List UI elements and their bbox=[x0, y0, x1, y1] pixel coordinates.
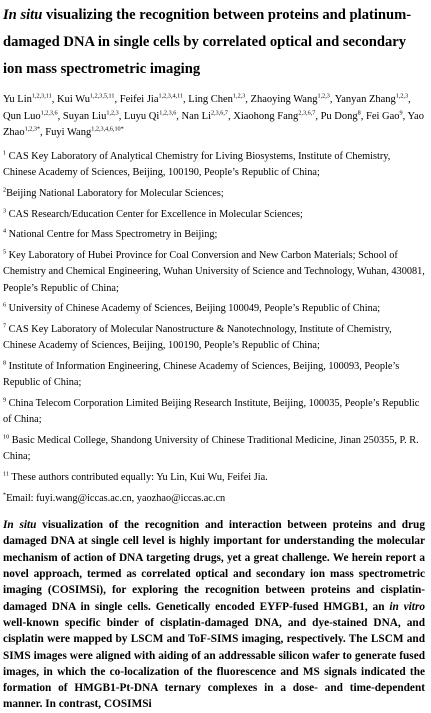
author-superscript: 1,2,3,11 bbox=[31, 92, 52, 100]
author bbox=[182, 111, 228, 122]
affiliation-item bbox=[3, 149, 425, 181]
affiliation-number: 1 bbox=[3, 149, 7, 157]
affiliation-number: * bbox=[3, 491, 7, 499]
author-superscript: 2,3,6,7 bbox=[298, 109, 316, 117]
author-name: Fei Gao bbox=[365, 110, 400, 122]
author-superscript: 1,2,3,4,6,10* bbox=[91, 125, 124, 133]
author-name: Yao Zhao bbox=[3, 110, 424, 139]
abstract-text-2: well-known specific binder of cisplatin-damaged DNA, and dye-stained DNA, and cisplatin were mapped by LSCM and ToF-SIMS imaging, respectively. The LSCM and SIMS images were aligned with aiding of an addressable silicon wafer to generate fused images, in which the co-localization of the fluorescence and MS signals indicated the formation of HMGB1-Pt-DNA ternary complexes in a dose- and time-dependent manner. In contrast, COSIMSi bbox=[3, 616, 425, 711]
author bbox=[321, 111, 361, 122]
author-name: Kui Wu bbox=[57, 94, 90, 105]
author-superscript: 1,2,3 bbox=[317, 92, 330, 100]
author bbox=[120, 94, 183, 105]
author-name: Pu Dong bbox=[320, 110, 358, 122]
affiliation-number: 6 bbox=[3, 301, 7, 309]
author-superscript: 1,2,3,6 bbox=[159, 109, 177, 117]
author-superscript: 1,2,3,6 bbox=[40, 109, 58, 117]
author-name: Xiaohong Fang bbox=[233, 110, 299, 122]
author-superscript: 1,2,3,4,11 bbox=[158, 92, 184, 100]
author-superscript: 2,3,6,7 bbox=[211, 109, 229, 117]
author-name: Yanyan Zhang bbox=[334, 94, 396, 105]
paper-title bbox=[3, 0, 425, 83]
affiliation-item bbox=[3, 359, 425, 391]
affiliation-number: 5 bbox=[3, 248, 7, 256]
affiliation-number: 9 bbox=[3, 396, 7, 404]
author-name: Ling Chen bbox=[188, 94, 233, 105]
affiliation-text: Email: fuyi.wang@iccas.ac.cn, yaozhao@iccas.ac.cn bbox=[6, 492, 226, 504]
author-superscript: 1,2,3 bbox=[106, 109, 119, 117]
affiliation-text: Basic Medical College, Shandong University of Chinese Traditional Medicine, Jinan 250355, P. R. China; bbox=[3, 435, 419, 463]
affiliation-text: These authors contributed equally: Yu Lin, Kui Wu, Feifei Jia. bbox=[8, 472, 268, 484]
affiliation-number: 8 bbox=[3, 359, 7, 367]
affiliation-item bbox=[3, 470, 425, 486]
affiliation-text: University of Chinese Academy of Sciences, Beijing 100049, People’s Republic of China; bbox=[6, 303, 381, 315]
author-name: Feifei Jia bbox=[119, 94, 159, 105]
author-name: Suyan Liu bbox=[62, 110, 107, 122]
affiliation-item bbox=[3, 186, 425, 202]
author bbox=[251, 94, 330, 105]
author bbox=[124, 111, 176, 122]
affiliation-text: CAS Key Laboratory of Analytical Chemistry for Living Biosystems, Institute of Chemistry, Chinese Academy of Sciences, Beijing, 100190, People’s Republic of China; bbox=[3, 150, 391, 178]
author bbox=[188, 94, 245, 105]
affiliation-item bbox=[3, 248, 425, 297]
author bbox=[3, 111, 58, 122]
author bbox=[45, 127, 123, 138]
author-superscript: 1,2,3 bbox=[395, 92, 409, 100]
affiliation-number: 7 bbox=[3, 322, 7, 330]
affiliation-text: Beijing National Laboratory for Molecular Sciences; bbox=[6, 187, 224, 199]
affiliation-item bbox=[3, 396, 425, 428]
affiliation-number: 2 bbox=[3, 186, 7, 194]
affiliation-text: Key Laboratory of Hubei Province for Coal Conversion and New Carbon Materials; School of Chemistry and Chemical Engineering, Wuhan University of Science and Technology, Wuhan, 430081, People’s Republic of China; bbox=[3, 250, 425, 294]
author bbox=[366, 111, 403, 122]
author-superscript: 8 bbox=[357, 109, 361, 117]
affiliation-list bbox=[3, 149, 425, 507]
author-name: Yu Lin bbox=[3, 94, 32, 105]
title-italic-lead: In situ bbox=[3, 7, 43, 23]
author-superscript: 1,2,3,5,11 bbox=[89, 92, 115, 100]
affiliation-text: China Telecom Corporation Limited Beijing Research Institute, Beijing, 100035, People’s Republic of China; bbox=[3, 398, 420, 426]
author-name: Qun Luo bbox=[3, 110, 41, 122]
author-name: Fuyi Wang bbox=[45, 127, 92, 139]
author-superscript: 1,2,3 bbox=[232, 92, 246, 100]
affiliation-item bbox=[3, 301, 425, 317]
author-name: Zhaoying Wang bbox=[250, 94, 318, 105]
affiliation-number: 10 bbox=[3, 433, 10, 441]
author-list: Yu Lin$^{1,2,3,11}$, Kui Wu$^{1,2,3,5,11}$, Feifei Jia$^{1,2,3,4,11}$, Ling Chen$^{1,2,3}$, Zhaoying Wang$^{1,2,3}$, Yanyan Zhang$^{1,2,3}$, Qun Luo$^{1,2,3,6}$, Suyan Liu$^{1,2,3}$, Luyu Qi$^{1,2,3,6}$, Nan Li$^{2,3,6,7}$, Xiaohong Fang$^{2,3,6,7}$, Pu Dong$^8$, Fei Gao$^9$, Yao Zhao$^{1,2,3*}$, Fuyi Wang$^{1,2,3,4,6,10*}$ bbox=[3, 92, 424, 139]
author-name: Nan Li bbox=[181, 110, 211, 122]
affiliation-number: 11 bbox=[3, 470, 9, 478]
author bbox=[233, 111, 315, 122]
affiliation-item bbox=[3, 227, 425, 243]
affiliation-item bbox=[3, 433, 425, 465]
author bbox=[335, 94, 408, 105]
affiliation-text: CAS Research/Education Center for Excellence in Molecular Sciences; bbox=[6, 208, 303, 220]
abstract-text-1: visualization of the recognition and interaction between proteins and drug damaged DNA at single cell level is highly important for understanding the molecular mechanism of action of DNA targeting drugs, yet a great challenge. We herein report a novel approach, termed as correlated optical and secondary ion mass spectrometric imaging (COSIMSi), for exploring the recognition between proteins and cisplatin-damaged DNA in single cells. Genetically encoded EYFP-fused HMGB1, an bbox=[3, 519, 425, 613]
author-superscript: 9 bbox=[399, 109, 403, 117]
affiliation-text: Institute of Information Engineering, Chinese Academy of Sciences, Beijing, 100093, People’s Republic of China; bbox=[3, 361, 400, 389]
author bbox=[3, 94, 52, 105]
affiliation-item bbox=[3, 322, 425, 354]
author-name: Luyu Qi bbox=[123, 110, 160, 122]
title-rest: visualizing the recognition between proteins and platinum-damaged DNA in single cells by correlated optical and secondary ion mass spectrometric imaging bbox=[3, 7, 412, 77]
abstract-italic-2: in vitro bbox=[389, 600, 425, 613]
author bbox=[63, 111, 119, 122]
author-superscript: 1,2,3* bbox=[24, 125, 41, 133]
abstract-italic-1: In situ bbox=[3, 519, 37, 532]
affiliation-item bbox=[3, 491, 425, 507]
author bbox=[57, 94, 114, 105]
abstract bbox=[3, 517, 425, 713]
affiliation-number: 3 bbox=[3, 207, 7, 215]
affiliation-item bbox=[3, 207, 425, 223]
affiliation-text: CAS Key Laboratory of Molecular Nanostructure & Nanotechnology, Institute of Chemistry, Chinese Academy of Sciences, Beijing, 100190, People’s Republic of China; bbox=[3, 324, 392, 352]
affiliation-text: National Centre for Mass Spectrometry in Beijing; bbox=[6, 229, 218, 241]
affiliation-number: 4 bbox=[3, 227, 7, 235]
